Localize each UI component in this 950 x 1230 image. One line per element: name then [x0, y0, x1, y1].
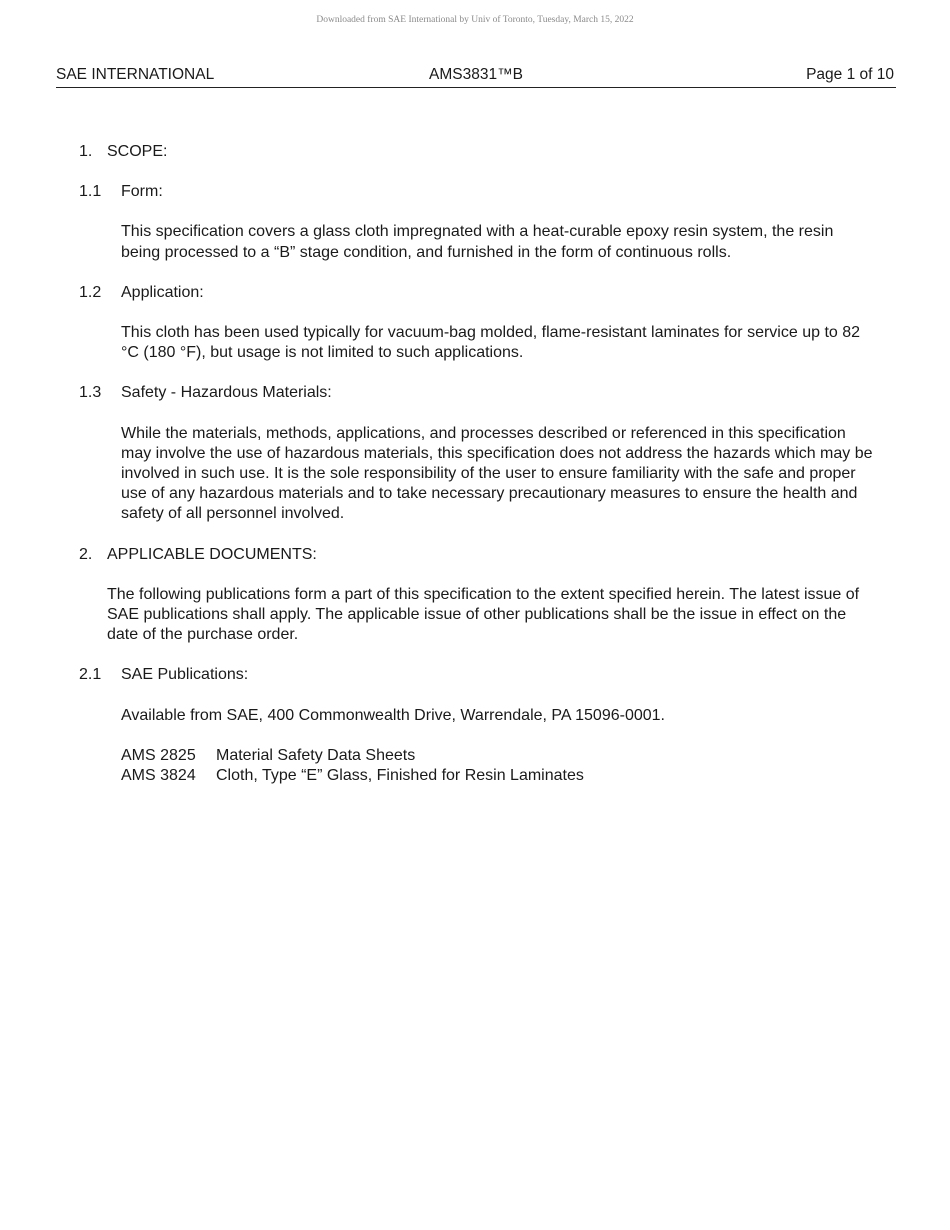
- section-2-heading: [79, 545, 879, 565]
- section-1-1-heading: [79, 182, 879, 202]
- section-title: SAE Publications:: [121, 666, 249, 684]
- reference-code: AMS 2825: [121, 746, 196, 764]
- section-2-1-text: Available from SAE, 400 Commonwealth Drive, Warrendale, PA 15096-0001.: [121, 706, 665, 724]
- section-1-2-heading: [79, 283, 879, 303]
- section-2-text: The following publications form a part of this specification to the extent specified herein. The latest issue of SAE publications shall apply. The applicable issue of other publications shall be the issue in effect on the date of the purchase order.: [107, 585, 860, 644]
- header-org: SAE INTERNATIONAL: [56, 66, 215, 83]
- section-number: 1.1: [79, 183, 102, 201]
- section-number: 1.3: [79, 384, 102, 402]
- section-number: 1.: [79, 143, 93, 160]
- download-watermark: Downloaded from SAE International by Univ of Toronto, Tuesday, March 15, 2022: [316, 15, 634, 25]
- section-title: Form:: [121, 183, 163, 201]
- section-1-1-text: This specification covers a glass cloth impregnated with a heat-curable epoxy resin system, the resin being processed to a “B” stage condition, and furnished in the form of continuous rolls.: [121, 223, 834, 261]
- section-1-3-text: While the materials, methods, applications, and processes described or referenced in this specification may involve the use of hazardous materials, this specification does not address the hazards which may be involved in such use. It is the sole responsibility of the user to ensure familiarity with the safe and proper use of any hazardous materials and to take necessary precautionary measures to ensure the health and safety of all personnel involved.: [121, 424, 873, 523]
- section-1-heading: [79, 142, 879, 162]
- section-title: APPLICABLE DOCUMENTS:: [107, 545, 317, 563]
- reference-list: [121, 746, 879, 786]
- section-title: Safety - Hazardous Materials:: [121, 384, 332, 402]
- section-title: SCOPE:: [107, 143, 168, 160]
- reference-title: Cloth, Type “E” Glass, Finished for Resin Laminates: [216, 767, 584, 785]
- reference-code: AMS 3824: [121, 767, 196, 785]
- document-body: [79, 142, 879, 786]
- header-page-number: Page 1 of 10: [806, 66, 894, 83]
- page-header: [56, 66, 896, 88]
- reference-item: [121, 766, 879, 786]
- section-2-1-heading: [79, 665, 879, 685]
- reference-title: Material Safety Data Sheets: [216, 746, 416, 764]
- section-title: Application:: [121, 283, 204, 301]
- section-1-2-text: This cloth has been used typically for vacuum-bag molded, flame-resistant laminates for service up to 82 °C (180 °F), but usage is not limited to such applications.: [121, 324, 861, 362]
- section-number: 2.1: [79, 666, 102, 684]
- header-doc-id: AMS3831™B: [429, 66, 523, 83]
- section-number: 1.2: [79, 283, 102, 301]
- section-number: 2.: [79, 545, 93, 563]
- reference-item: [121, 746, 879, 766]
- section-1-3-heading: [79, 383, 879, 403]
